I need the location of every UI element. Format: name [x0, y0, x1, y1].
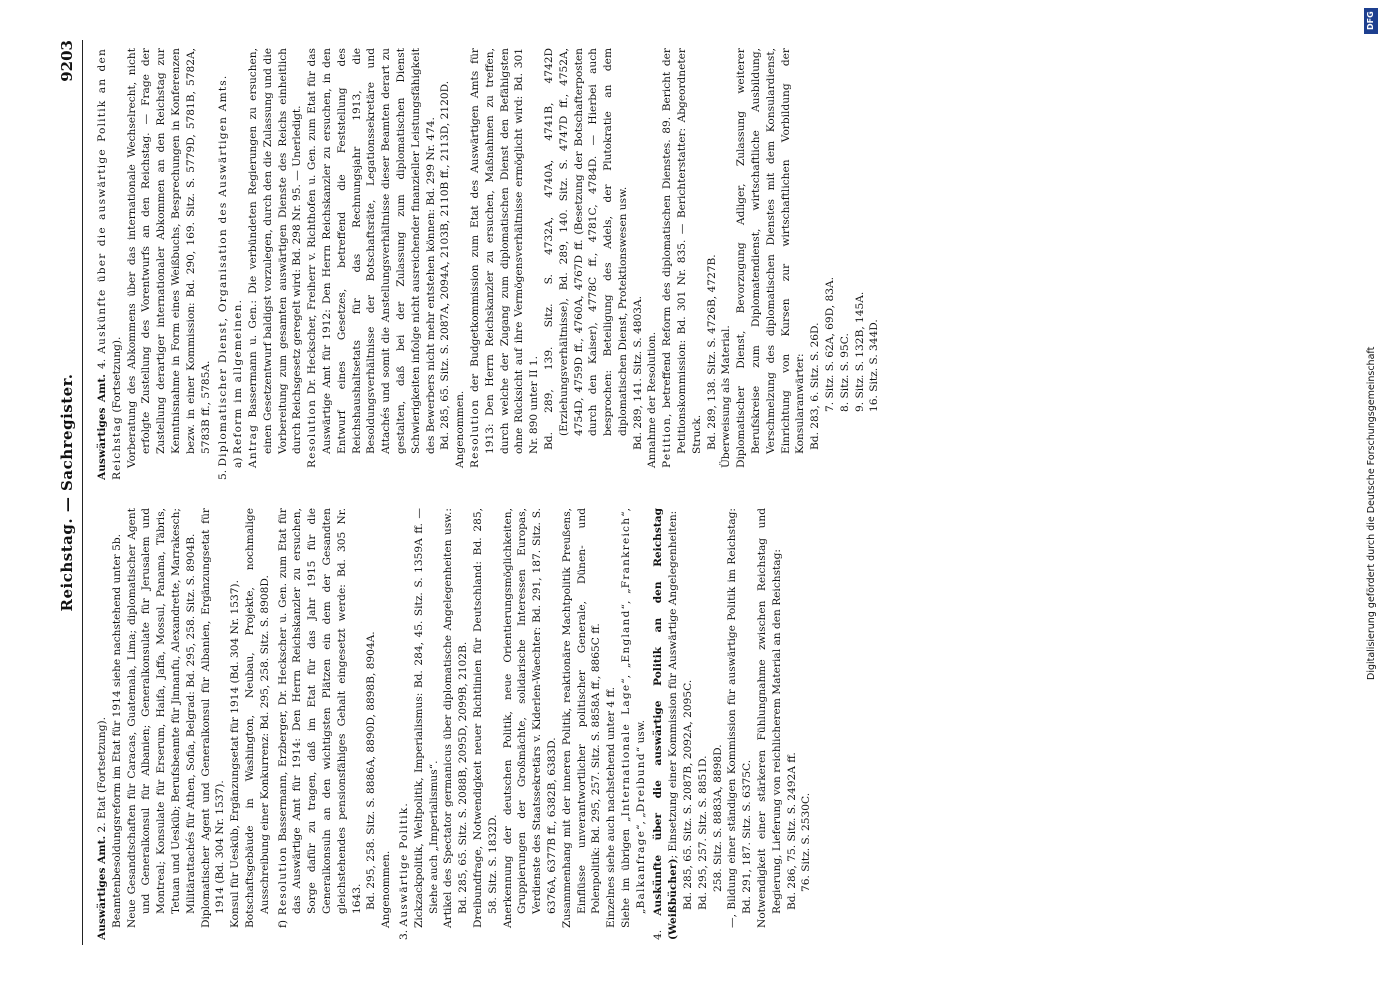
register-entry: Bd. 289, 138. Sitz. S. 4726B, 4727B. — [705, 254, 718, 450]
register-entry: f) Resolution Bassermann, Erzberger, Dr. Heckscher u. Gen. zum Etat für das Auswärtige Amt für 1914: Den Herrn Reichskanzler zu ersuchen, Sorge dafür zu tragen, daß im Etat für das Jahr 1915 für die Generalkonsuln an den wichtigsten Plätzen ein dem der Gesandten gleichstehendes pensionsfähiges Gehalt eingesetzt werde: Bd. 305 Nr. 1643. — [276, 508, 363, 928]
register-entry: Neue Gesandtschaften für Caracas, Guatemala, Lima; diplomatischer Agent und Generalkonsul für Albanien; Generalkonsulate für Jerusalem und Montreal; Konsulate für Erserum, Haifa, Jaffa, Mossul, Panama, Täbris, Tetuan und Uesküb; Berufsbeamte für Jinnanfu, Alexandrette, Marrakesch; Militärattachés für Athen, Sofia, Belgrad: Bd. 295, 258. Sitz. S. 8904B. — [125, 508, 197, 928]
register-entry: Resolution der Budgetkommission zum Etat des Auswärtigen Amts für 1913: Den Herrn Reichskanzler zu ersuchen, Maßnahmen zu treffen, durch welche der Zugang zum diplomatischen Dienst den Befähigsten ohne Rücksicht auf ihre Vermögensverhältnisse ermöglicht wird: Bd. 301 Nr. 890 unter II 1. — [468, 48, 541, 468]
register-entry: Bd. 286, 75. Sitz. S. 2492A ff. — [785, 752, 798, 910]
register-entry: Antrag Bassermann u. Gen.: Die verbündeten Regierungen zu ersuchen, einen Gesetzentwurf baldigst vorzulegen, durch den die Zulassung und die Vorbereitung zum gesamten auswärtigen Dienste des Reichs einheitlich durch Reichsgesetz geregelt wird: Bd. 298 Nr. 95. — Unerledigt. — [246, 48, 304, 468]
register-entry: Botschaftsgebäude in Washington, Neubau, Projekte, nochmalige Ausschreibung einer Konkurrenz: Bd. 295, 258. Sitz. S. 8908D. — [243, 508, 271, 928]
register-entry: Konsul für Uesküb, Ergänzungsetat für 1914 (Bd. 304 Nr. 1537). — [229, 580, 242, 928]
register-entry: Bd. 283, 6. Sitz. S. 26D. — [809, 322, 822, 450]
right-column — [92, 48, 1287, 480]
register-entry: Artikel des Spectator germanicus über diplomatische Angelegenheiten usw.: Bd. 285, 65. Sitz. S. 2088B, 2095D, 2099B, 2102B. — [442, 508, 470, 928]
register-entry: Resolution Dr. Heckscher, Freiherr v. Richthofen u. Gen. zum Etat für das Auswärtige Amt für 1912: Den Herrn Reichskanzler zu ersuchen, in den Entwurf eines Gesetzes, betreffend die Feststellung des Reichshaushaltsetats für das Rechnungsjahr 1913, die Besoldungsverhältnisse der Botschaftsräte, Legationssekretäre und Attachés und somit die Anstellungsverhältnisse dieser Beamten derart zu gestalten, daß bei der Zulassung zum diplomatischen Dienst Schwierigkeiten infolge nicht ausreichender finanzieller Leistungsfähigkeit des Bewerbers nicht mehr entstehen können: Bd. 299 Nr. 474. — [306, 48, 437, 468]
register-entry: Zickzackpolitik, Weltpolitik, Imperialismus: Bd. 284, 45. Sitz. S. 1359A ff. — Siehe auch „Imperialismus“. — [412, 508, 440, 928]
register-entry: Siehe im übrigen „Internationale Lage“, „England“, „Frankreich“, „Balkanfrage“, „Dreibund“ usw. — [619, 508, 647, 928]
register-entry: 3. Auswärtige Politik. — [397, 802, 410, 940]
header-rule — [82, 40, 83, 945]
register-entry: 4. Auskünfte über die auswärtige Politik an den Reichstag (Weißbücher); Einsetzung einer Kommission für Auswärtige Angelegenheiten: — [652, 508, 680, 940]
dfg-funding-note: Digitalisierung gefördert durch die Deutsche Forschungsgemeinschaft — [1366, 346, 1377, 680]
register-entry: 76. Sitz. S. 2530C. — [800, 792, 813, 892]
register-entry: Dreibundfrage, Notwendigkeit neuer Richtlinien für Deutschland: Bd. 285, 58. Sitz. S. 1832D. — [471, 508, 499, 928]
register-entry: Diplomatischer Agent und Generalkonsul für Albanien, Ergänzungsetat für 1914 (Bd. 304 Nr. 1537). — [199, 508, 227, 928]
register-entry: 16. Sitz. S. 344D. — [868, 319, 881, 412]
register-entry: 7. Sitz. S. 62A, 69D, 83A. — [824, 276, 837, 412]
register-entry: Auswärtiges Amt. 2. Etat (Fortsetzung). — [96, 716, 108, 940]
page-header — [58, 40, 82, 945]
register-entry: Auswärtiges Amt. 4. Auskünfte über die auswärtige Politik an den Reichstag (Fortsetzung). — [96, 48, 123, 480]
register-entry: 9. Sitz. S. 132B, 145A. — [853, 291, 866, 412]
register-entry: Annahme der Resolution. — [646, 331, 659, 468]
register-entry: Bd. 285, 65. Sitz. S. 2087A, 2094A, 2103B, 2110B ff., 2113D, 2120D. — [439, 80, 452, 450]
dfg-logo: DFG — [1364, 8, 1378, 34]
register-entry: Überweisung als Material. — [720, 325, 733, 468]
register-entry: Einzelnes siehe auch nachstehend unter 4 ff. — [605, 686, 618, 928]
left-column — [92, 508, 1287, 940]
register-entry: Vorberatung des Abkommens über das internationale Wechselrecht, nicht erfolgte Zustellung des Vorentwurfs an den Reichstag. — Frage der Zustellung derartiger internationaler Abkommen an den Reichstag zur Kenntnisnahme in Form eines Weißbuchs, Besprechungen in Konferenzen bezw. in einer Kommission: Bd. 290, 169. Sitz. S. 5779D, 5781B, 5782A, 5783B ff., 5785A. — [125, 48, 212, 468]
register-entry: Bd. 285, 65. Sitz. S. 2087B, 2092A, 2095C. — [682, 679, 695, 910]
register-entry: —, Bildung einer ständigen Kommission für auswärtige Politik im Reichstag: Bd. 291, 187. Sitz. S. 6375C. — [726, 508, 754, 928]
register-entry: 5. Diplomatischer Dienst, Organisation des Auswärtigen Amts. — [217, 74, 230, 480]
register-entry: Angenommen. — [454, 390, 467, 468]
page-number: 9203 — [58, 40, 76, 82]
register-entry: Notwendigkeit einer stärkeren Fühlungnahme zwischen Reichstag und Regierung, Lieferung von reichlicherem Material an den Reichstag: — [756, 508, 783, 928]
register-entry: Zusammenhang mit der inneren Politik, reaktionäre Machtpolitik Preußens, Einflüsse unverantwortlicher politischer Generale, Dünen- und Polenpolitik: Bd. 295, 257. Sitz. S. 8858A ff., 8865C ff. — [560, 508, 603, 928]
register-entry: Petition, betreffend Reform des diplomatischen Dienstes. 89. Bericht der Petitionskommission: Bd. 301 Nr. 835. — Berichterstatter: Abgeordneter Struck. — [661, 48, 703, 468]
register-entry: Anerkennung der deutschen Politik, neue Orientierungsmöglichkeiten, Gruppierungen der Großmächte, solidarische Interessen Europas, Verdienste des Staatssekretärs v. Kiderlen-Waechter: Bd. 291, 187. Sitz. S. 6376A, 6377B ff., 6382B, 6383D. — [501, 508, 558, 928]
register-entry: Bd. 289, 139. Sitz. S. 4732A, 4740A, 4741B, 4742D (Erziehungsverhältnisse), Bd. 289, 140. Sitz. S. 4747D ff., 4752A, 4754D, 4759D ff., 4760A, 4767D ff. (Besetzung der Botschafterposten durch den Kaiser), 4778C ff., 4781C, 4784D. — Hierbei auch besprochen: Beteiligung des Adels, der Plutokratie an dem diplomatischen Dienst, Protektionswesen usw. — [542, 48, 629, 450]
register-entry: Angenommen. — [380, 850, 393, 928]
register-entry: Bd. 295, 257. Sitz. S. 8851D. — [696, 755, 709, 910]
register-entry: 8. Sitz. S. 95C. — [838, 333, 851, 412]
register-entry: Bd. 295, 258. Sitz. S. 8886A, 8890D, 8898B, 8904A. — [365, 631, 378, 910]
register-entry: Diplomatischer Dienst, Bevorzugung Adliger, Zulassung weiterer Berufskreise zum Diplomatendienst, wirtschaftliche Ausbildung, Verschmelzung des diplomatischen Dienstes mit dem Konsulardienst, Einrichtung von Kursen zur wirtschaftlichen Vorbildung der Konsularanwärter: — [735, 48, 807, 468]
register-entry: 258. Sitz. S. 8883A, 8898D. — [711, 744, 724, 892]
running-title: Reichstag. — Sachregister. — [58, 373, 76, 612]
register-entry: Beamtenbesoldungsreform im Etat für 1914 siehe nachstehend unter 5b. — [110, 534, 123, 928]
register-entry: Bd. 289, 141. Sitz. S. 4803A. — [631, 295, 644, 450]
register-entry: a) Reform im allgemeinen. — [232, 298, 245, 468]
